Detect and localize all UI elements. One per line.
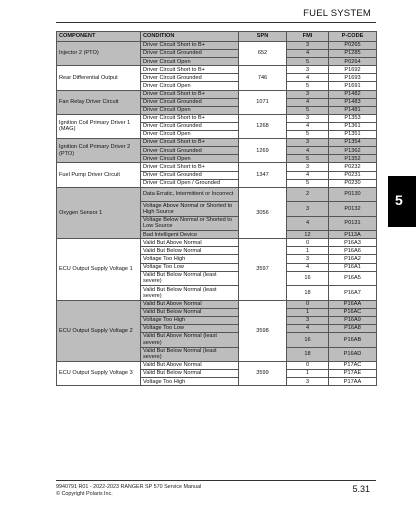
fmi-cell: 0 [287, 300, 329, 308]
component-cell: Oxygen Sensor 1 [57, 187, 141, 239]
component-group [57, 114, 377, 138]
pcode-cell: P16A9 [329, 316, 377, 324]
fmi-cell: 3 [287, 202, 329, 217]
pcode-cell: P1354 [329, 139, 377, 147]
pcode-cell: P0231 [329, 171, 377, 179]
component-group [57, 300, 377, 361]
pcode-cell: P17AC [329, 362, 377, 370]
table-row [57, 90, 377, 98]
fmi-cell: 1 [287, 247, 329, 255]
table-header-row [57, 32, 377, 42]
condition-cell: Driver Circuit Short to B+ [141, 90, 239, 98]
footer-doc-line: 9940791 R01 - 2022-2023 RANGER SP 570 Service Manual [56, 484, 202, 490]
chapter-tab [388, 176, 416, 227]
fmi-cell: 16 [287, 333, 329, 348]
spn-cell: 3599 [239, 362, 287, 386]
component-group [57, 42, 377, 66]
component-cell: ECU Output Supply Voltage 1 [57, 239, 141, 300]
fmi-cell: 3 [287, 90, 329, 98]
component-cell: Injector 2 (PTO) [57, 42, 141, 66]
fmi-cell: 1 [287, 370, 329, 378]
component-group [57, 90, 377, 114]
component-cell: Fuel Pump Driver Circuit [57, 163, 141, 187]
condition-cell: Driver Circuit Short to B+ [141, 114, 239, 122]
component-group [57, 239, 377, 300]
pcode-cell: P16AA [329, 300, 377, 308]
fmi-cell: 18 [287, 347, 329, 362]
fmi-cell: 4 [287, 147, 329, 155]
fmi-cell: 4 [287, 263, 329, 271]
pcode-cell: P17AE [329, 370, 377, 378]
spn-cell: 746 [239, 66, 287, 90]
condition-cell: Driver Circuit Short to B+ [141, 42, 239, 50]
header-fmi: FMI [287, 32, 329, 42]
pcode-cell: P1362 [329, 147, 377, 155]
fmi-cell: 3 [287, 66, 329, 74]
condition-cell: Driver Circuit Grounded [141, 50, 239, 58]
fmi-cell: 5 [287, 179, 329, 187]
diagnostic-code-table [56, 31, 377, 386]
condition-cell: Valid But Below Normal [141, 247, 239, 255]
pcode-cell: P1351 [329, 131, 377, 139]
condition-cell: Driver Circuit Grounded [141, 122, 239, 130]
spn-cell: 1347 [239, 163, 287, 187]
pcode-cell: P0265 [329, 42, 377, 50]
component-cell: Ignition Coil Primary Driver 1 (MAG) [57, 114, 141, 138]
spn-cell: 652 [239, 42, 287, 66]
pcode-cell: P16AC [329, 308, 377, 316]
condition-cell: Voltage Below Normal or Shorted to Low Source [141, 216, 239, 231]
pcode-cell: P1482 [329, 90, 377, 98]
pcode-cell: P113A [329, 231, 377, 239]
condition-cell: Driver Circuit Open [141, 106, 239, 114]
fmi-cell: 5 [287, 58, 329, 66]
fmi-cell: 3 [287, 114, 329, 122]
fmi-cell: 4 [287, 216, 329, 231]
pcode-cell: P0131 [329, 216, 377, 231]
header-component: COMPONENT [57, 32, 141, 42]
fmi-cell: 0 [287, 239, 329, 247]
component-group [57, 362, 377, 386]
fmi-cell: 3 [287, 42, 329, 50]
pcode-cell: P0130 [329, 187, 377, 202]
table-row [57, 163, 377, 171]
condition-cell: Driver Circuit Open [141, 82, 239, 90]
spn-cell: 3056 [239, 187, 287, 239]
condition-cell: Valid But Above Normal [141, 300, 239, 308]
fmi-cell: 3 [287, 316, 329, 324]
pcode-cell: P1692 [329, 66, 377, 74]
pcode-cell: P16A6 [329, 247, 377, 255]
condition-cell: Driver Circuit Grounded [141, 171, 239, 179]
footer-copyright: © Copyright Polaris Inc. [56, 491, 113, 497]
spn-cell: 3598 [239, 300, 287, 361]
fmi-cell: 5 [287, 155, 329, 163]
fmi-cell: 4 [287, 122, 329, 130]
pcode-cell: P1353 [329, 114, 377, 122]
condition-cell: Voltage Too Low [141, 263, 239, 271]
pcode-cell: P1481 [329, 106, 377, 114]
spn-cell: 1269 [239, 139, 287, 163]
fmi-cell: 16 [287, 271, 329, 286]
pcode-cell: P16A5 [329, 271, 377, 286]
condition-cell: Driver Circuit Short to B+ [141, 66, 239, 74]
diagnostic-code-table-container [56, 31, 376, 386]
condition-cell: Valid But Above Normal [141, 239, 239, 247]
pcode-cell: P16A2 [329, 255, 377, 263]
condition-cell: Driver Circuit Open / Grounded [141, 179, 239, 187]
condition-cell: Driver Circuit Grounded [141, 147, 239, 155]
component-cell: ECU Output Supply Voltage 3 [57, 362, 141, 386]
pcode-cell: P0264 [329, 58, 377, 66]
pcode-cell: P1691 [329, 82, 377, 90]
condition-cell: Valid But Below Normal [141, 308, 239, 316]
pcode-cell: P16A1 [329, 263, 377, 271]
component-group [57, 163, 377, 187]
table-row [57, 66, 377, 74]
table-row [57, 42, 377, 50]
chapter-tab-label: 5 [395, 192, 403, 208]
condition-cell: Valid But Above Normal (least severe) [141, 333, 239, 348]
table-row [57, 139, 377, 147]
header-spn: SPN [239, 32, 287, 42]
fmi-cell: 4 [287, 98, 329, 106]
table-row [57, 114, 377, 122]
table-row [57, 300, 377, 308]
condition-cell: Driver Circuit Open [141, 58, 239, 66]
condition-cell: Voltage Too Low [141, 324, 239, 332]
pcode-cell: P1352 [329, 155, 377, 163]
pcode-cell: P1285 [329, 50, 377, 58]
pcode-cell: P1483 [329, 98, 377, 106]
component-cell: Fan Relay Driver Circuit [57, 90, 141, 114]
fmi-cell: 2 [287, 187, 329, 202]
fmi-cell: 5 [287, 131, 329, 139]
fmi-cell: 12 [287, 231, 329, 239]
condition-cell: Valid But Below Normal (least severe) [141, 347, 239, 362]
pcode-cell: P0232 [329, 163, 377, 171]
fmi-cell: 18 [287, 286, 329, 301]
spn-cell: 1071 [239, 90, 287, 114]
fmi-cell: 5 [287, 82, 329, 90]
pcode-cell: P16A8 [329, 324, 377, 332]
section-title: FUEL SYSTEM [303, 8, 371, 19]
condition-cell: Driver Circuit Open [141, 155, 239, 163]
pcode-cell: P1693 [329, 74, 377, 82]
condition-cell: Driver Circuit Open [141, 131, 239, 139]
pcode-cell: P1361 [329, 122, 377, 130]
fmi-cell: 0 [287, 362, 329, 370]
fmi-cell: 4 [287, 50, 329, 58]
pcode-cell: P16AB [329, 333, 377, 348]
fmi-cell: 3 [287, 255, 329, 263]
pcode-cell: P17AA [329, 378, 377, 386]
fmi-cell: 1 [287, 308, 329, 316]
condition-cell: Voltage Too High [141, 316, 239, 324]
condition-cell: Valid But Above Normal [141, 362, 239, 370]
condition-cell: Voltage Too High [141, 255, 239, 263]
condition-cell: Valid But Below Normal (least severe) [141, 286, 239, 301]
condition-cell: Driver Circuit Short to B+ [141, 163, 239, 171]
pcode-cell: P16A7 [329, 286, 377, 301]
fmi-cell: 3 [287, 163, 329, 171]
condition-cell: Voltage Too High [141, 378, 239, 386]
condition-cell: Driver Circuit Grounded [141, 74, 239, 82]
fmi-cell: 3 [287, 139, 329, 147]
spn-cell: 1268 [239, 114, 287, 138]
component-cell: Ignition Coil Primary Driver 2 (PTO) [57, 139, 141, 163]
condition-cell: Driver Circuit Short to B+ [141, 139, 239, 147]
footer-divider [56, 480, 376, 481]
condition-cell: Voltage Above Normal or Shorted to High Source [141, 202, 239, 217]
condition-cell: Bad Intelligent Device [141, 231, 239, 239]
table-row [57, 362, 377, 370]
component-group [57, 66, 377, 90]
fmi-cell: 4 [287, 74, 329, 82]
fmi-cell: 5 [287, 106, 329, 114]
component-cell: Rear Differential Output [57, 66, 141, 90]
condition-cell: Data Erratic, Intermittent or Incorrect [141, 187, 239, 202]
pcode-cell: P0230 [329, 179, 377, 187]
condition-cell: Valid But Below Normal (least severe) [141, 271, 239, 286]
pcode-cell: P16AD [329, 347, 377, 362]
fmi-cell: 4 [287, 171, 329, 179]
component-cell: ECU Output Supply Voltage 2 [57, 300, 141, 361]
page-number: 5.31 [352, 484, 370, 494]
header-divider [56, 22, 376, 23]
fmi-cell: 4 [287, 324, 329, 332]
table-row [57, 239, 377, 247]
header-pcode: P-CODE [329, 32, 377, 42]
header-condition: CONDITION [141, 32, 239, 42]
table-row [57, 187, 377, 202]
component-group [57, 187, 377, 239]
pcode-cell: P16A3 [329, 239, 377, 247]
footer-info [56, 484, 201, 498]
condition-cell: Driver Circuit Grounded [141, 98, 239, 106]
spn-cell: 3597 [239, 239, 287, 300]
condition-cell: Valid But Below Normal [141, 370, 239, 378]
fmi-cell: 3 [287, 378, 329, 386]
pcode-cell: P0132 [329, 202, 377, 217]
component-group [57, 139, 377, 163]
